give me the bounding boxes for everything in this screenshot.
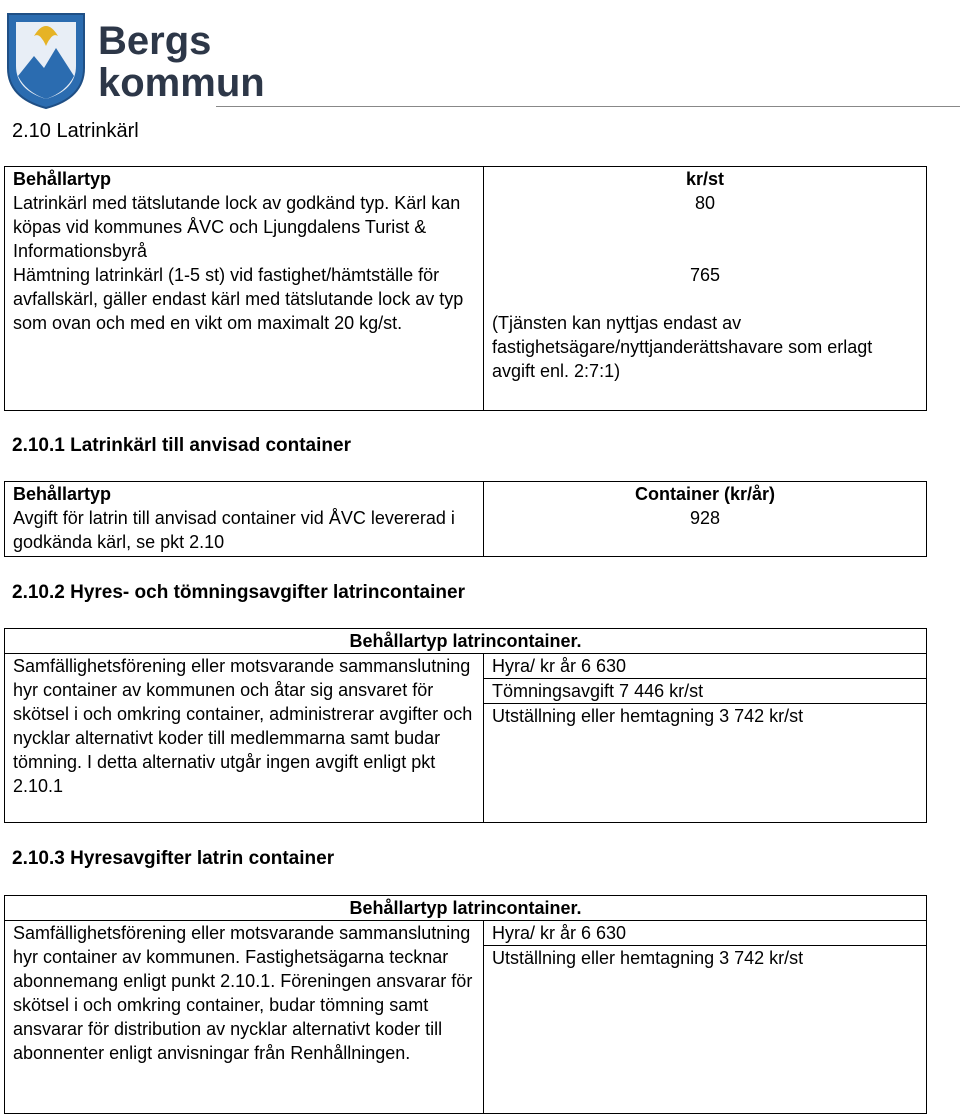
fee-utstallning: Utställning eller hemtagning 3 742 kr/st (492, 948, 804, 968)
fee-list (484, 921, 927, 1114)
column-header-behallartyp: Behållartyp (13, 169, 112, 189)
table-header: Behållartyp latrincontainer. (5, 896, 927, 921)
table-cell-description (5, 167, 484, 411)
logo-emblem-icon (4, 6, 265, 110)
table-cell-price (484, 167, 927, 411)
row-latrinkarl-value: 80 (694, 193, 716, 213)
column-header-behallartyp: Behållartyp (13, 484, 112, 504)
table-header: Behållartyp latrincontainer. (5, 629, 927, 654)
row-latrinkarl-desc: Latrinkärl med tätslutande lock av godkänd typ. Kärl kan köpas vid kommunes ÅVC och Ljungdalens Turist & Informationsbyrå (13, 193, 461, 261)
row-hamtning-value: 765 (689, 265, 721, 285)
svg-text:kommun: kommun (98, 61, 265, 105)
section-2-10-3-title: 2.10.3 Hyresavgifter latrin container (12, 848, 335, 869)
container-table (4, 481, 927, 557)
hyresavgifter-table (4, 895, 927, 1114)
svg-text:Bergs: Bergs (98, 19, 212, 63)
container-desc: Avgift för latrin till anvisad container vid ÅVC levererad i godkända kärl, se pkt 2.10 (13, 508, 455, 552)
row-hamtning-note: (Tjänsten kan nyttjas endast av fastighetsägare/nyttjanderättshavare som erlagt avgift enl. 2:7:1) (492, 313, 873, 381)
hyres-tomning-table (4, 628, 927, 823)
column-header-container: Container (kr/år) (634, 484, 776, 504)
row-hamtning-desc: Hämtning latrinkärl (1-5 st) vid fastighet/hämtställe för avfallskärl, gäller endast kärl med tätslutande lock av typ som ovan och med en vikt om maximalt 20 kg/st. (13, 265, 464, 333)
fee-list (484, 654, 927, 823)
section-2-10-1-title: 2.10.1 Latrinkärl till anvisad container (12, 435, 351, 456)
hyres-tomning-desc: Samfällighetsförening eller motsvarande sammanslutning hyr container av kommunen och åtar sig ansvaret för skötsel i och omkring container, administrerar avgifter och nycklar alternativt koder till medlemmarna samt budar tömning. I detta alternativ utgår ingen avgift enligt pkt 2.10.1 (5, 654, 484, 823)
fee-tomning: Tömningsavgift 7 446 kr/st (484, 679, 926, 704)
section-title: 2.10 Latrinkärl (12, 120, 139, 142)
fee-utstallning: Utställning eller hemtagning 3 742 kr/st (492, 706, 804, 726)
hyresavgifter-desc: Samfällighetsförening eller motsvarande sammanslutning hyr container av kommunen. Fastighetsägarna tecknar abonnemang enligt punkt 2.10.1. Föreningen ansvarar för skötsel i och omkring container, budar tömning samt ansvarar för distribution av nycklar alternativt koder till abonnenter enligt anvisningar från Renhållningen. (5, 921, 484, 1114)
table-cell-description (5, 482, 484, 557)
container-value: 928 (689, 508, 721, 528)
bergs-kommun-logo (4, 6, 265, 110)
fee-hyra: Hyra/ kr år 6 630 (484, 654, 926, 679)
fee-hyra: Hyra/ kr år 6 630 (484, 921, 926, 946)
table-cell-price (484, 482, 927, 557)
section-2-10-2-title: 2.10.2 Hyres- och tömningsavgifter latrincontainer (12, 582, 465, 603)
header-line (216, 106, 960, 107)
latrinkarl-table (4, 166, 927, 411)
column-header-kr-st: kr/st (685, 169, 725, 189)
